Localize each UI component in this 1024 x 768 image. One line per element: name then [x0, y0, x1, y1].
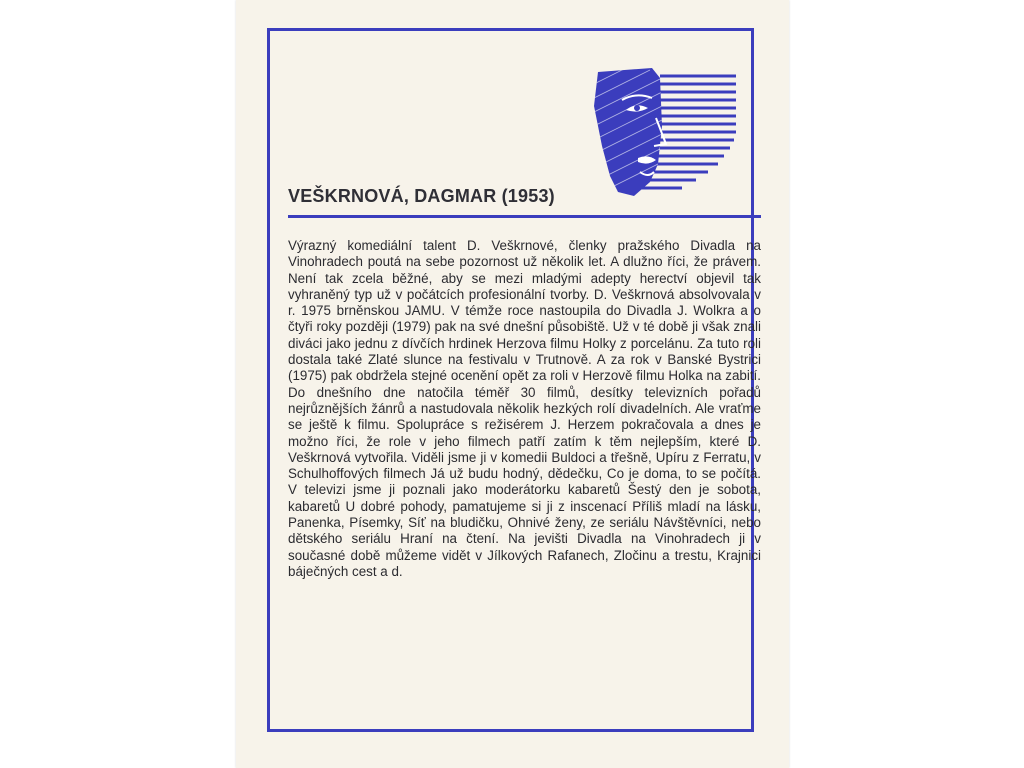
biography-text: Výrazný komediální talent D. Veškrnové, členky pražského Divadla na Vinohradech poutá na sebe pozornost už několik let. A dlužno říci, že právem. Není tak zcela běžné, aby se mezi mladými adepty herectví objevil tak vyhraněný typ už v počátcích profesionální tvorby. D. Veškrnová absolvovala v r. 1975 brněnskou JAMU. V témže roce nastoupila do Divadla J. Wolkra a o čtyři roky později (1979) pak na své dnešní působiště. Už v té době ji však znali diváci jako jednu z dívčích hrdinek Herzova filmu Holky z porcelánu. Za tuto roli dostala také Zlaté slunce na festivalu v Trutnově. A za rok v Banské Bystrici (1975) pak obdržela stejné ocenění opět za roli v Herzově filmu Holka na zabití. Do dnešního dne natočila téměř 30 filmů, desítky televizních pořadů nejrůznějších žánrů a nastudovala několik hezkých rolí divadelních. Ale vraťme se ještě k filmu. Spolupráce s režisérem J. Herzem pokračovala a dnes je možno říci, že role v jeho filmech patří zatím k těm nejlepším, které D. Veškrnová vytvořila. Viděli jsme ji v komedii Buldoci a třešně, Upíru z Ferratu, v Schulhoffových filmech Já už budu hodný, dědečku, Co je doma, to se počítá. V televizi jsme ji poznali jako moderátorku kabaretů Šestý den je sobota, kabaretů U dobré pohody, pamatujeme si ji z inscenací Příliš mladí na lásku, Panenka, Písemky, Síť na bludičku, Ohnivé ženy, ze seriálu Návštěvníci, nebo dětského seriálu Hraní na čtení. Na jevišti Divadla na Vinohradech ji v současné době můžeme vidět v Jílkových Rafanech, Zločinu a trestu, Krajnici báječných cest a d. [288, 238, 761, 579]
document-title: VEŠKRNOVÁ, DAGMAR (1953) [288, 186, 555, 206]
theatre-mask-icon [590, 66, 742, 200]
title-underline [288, 215, 761, 218]
